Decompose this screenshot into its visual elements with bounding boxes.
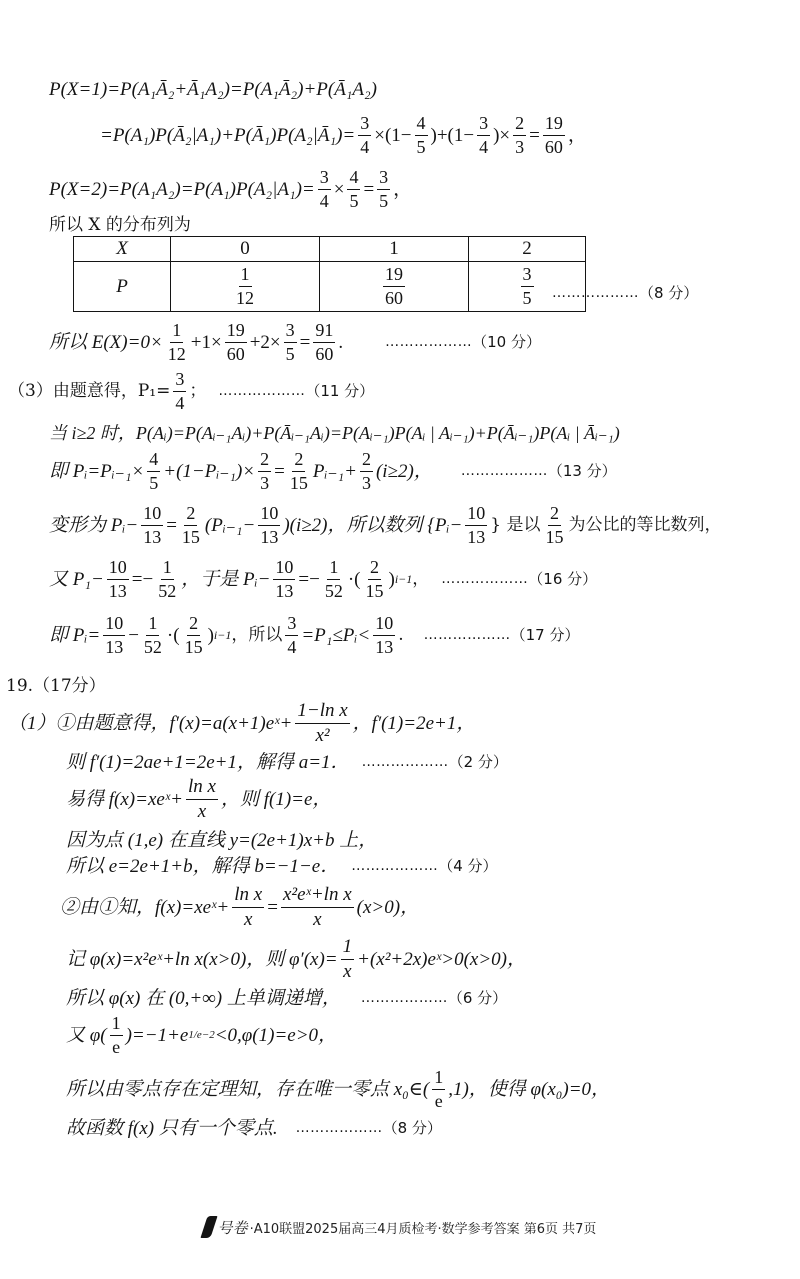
eq-op: =− — [131, 568, 154, 590]
score-label: （11 分） — [305, 381, 375, 400]
fraction-1-x: $\frac{1}{x}$ — [342, 935, 353, 982]
eq-op: =− — [298, 568, 320, 590]
eq-part: 记 φ(x)=x²eˣ+ln x(x>0)，则 φ′(x)= — [66, 948, 338, 970]
score-label: （6 分） — [447, 988, 508, 1007]
eq-part: 即 Pᵢ= — [49, 624, 101, 646]
eq-part: 又 P₁− — [49, 568, 104, 590]
q19-derivative-line — [8, 700, 475, 746]
eq-part: ,1)，使得 φ(x₀)=0， — [448, 1078, 611, 1100]
fraction-2-15: 2 15 — [545, 502, 564, 547]
score-label: （2 分） — [448, 752, 508, 771]
score-label: （17 分） — [510, 625, 580, 644]
leader-dots: ……………… — [460, 463, 548, 479]
fraction-4-5: $\frac{4}{5}$ — [416, 112, 426, 157]
eq-part: 故函数 f(x) 只有一个零点. — [66, 1117, 278, 1139]
eq-part: . — [398, 624, 404, 645]
eq-part: 所以 e=2e+1+b，解得 b=−1−e． — [66, 855, 340, 877]
eq-op: ·( — [166, 624, 180, 646]
eq-op: )× — [493, 124, 511, 146]
fraction-4-5: $\frac{4}{5}$ — [149, 448, 159, 493]
fraction-3-4: $\frac{3}{4}$ — [287, 612, 297, 657]
eq-part: } 是以 — [490, 514, 541, 535]
eq-conditional-expansion: =P(A₁)P(Ā₂|A₁)+P(Ā₁)P(A₂|Ā₁)= — [100, 124, 356, 146]
eq-px2: P(X=2)=P(A₁A₂)=P(A₁)P(A₂|A₁)= — [49, 178, 315, 200]
eq-part: ，则 f(1)=e， — [220, 788, 332, 810]
q19-phi-line — [66, 936, 526, 982]
eq-part: 即 Pᵢ=Pᵢ₋₁× — [49, 460, 145, 482]
eq-part: 则 f′(1)=2ae+1=2e+1，解得 a=1． — [66, 751, 350, 773]
q19-solve-a — [66, 750, 508, 774]
q19-solve-b — [66, 854, 498, 878]
table-row-label: P — [74, 262, 171, 312]
fraction-x2ex-lnx-x: $\frac{\text{x²eˣ+ln x}}{x}$ — [282, 883, 352, 930]
eq-part: ， — [412, 568, 430, 589]
eq-op: )+(1− — [430, 124, 475, 146]
fraction-1-52: $\frac{1}{52}$ — [324, 556, 343, 601]
transform-line — [49, 502, 722, 548]
part3-text: （3）由题意得，P₁= — [8, 380, 171, 401]
eq-op: ) — [207, 624, 214, 646]
brand-logo-icon — [200, 1216, 217, 1238]
eq-part: )(i≥2)，所以数列 {Pᵢ− — [283, 514, 463, 536]
eq-part: +(1−Pᵢ₋₁)× — [163, 460, 256, 482]
eq-part: ，f′(1)=2e+1， — [352, 712, 476, 734]
general-term-line — [49, 612, 580, 658]
fraction-91-60: $\frac{91}{60}$ — [315, 319, 334, 364]
leader-dots: ……………… — [385, 334, 473, 350]
fraction-lnx-x: $\frac{\text{ln x}}{x}$ — [188, 775, 216, 822]
eq-part: 所以由零点存在定理知，存在唯一零点 x₀∈( — [66, 1078, 430, 1100]
fraction-3-5: $\frac{3}{5}$ — [379, 166, 389, 211]
expectation-line — [49, 317, 541, 367]
table-header-cell: 2 — [469, 237, 586, 262]
fraction-3-4: $\frac{3}{4}$ — [360, 112, 370, 157]
eq-part: =P₁≤Pᵢ< — [301, 624, 371, 646]
q19-part2-line — [60, 884, 419, 930]
table-cell: $\frac{19}{60}$ — [320, 262, 469, 312]
q19-sign-line — [66, 1012, 337, 1058]
eq-part: ，于是 Pᵢ− — [181, 568, 271, 590]
eq-part: (Pᵢ₋₁− — [204, 514, 256, 536]
table-header-cell: 0 — [171, 237, 320, 262]
leader-dots: ……………… — [441, 571, 529, 587]
table-row — [74, 237, 586, 262]
eq-part: 变形为 Pᵢ− — [49, 514, 139, 536]
score-label: （8 分） — [382, 1118, 442, 1137]
fraction-1-12: $\frac{1}{12}$ — [167, 319, 186, 364]
eq-op: +2× — [249, 331, 281, 353]
table-cell: $\frac{1}{12}$ — [171, 262, 320, 312]
eq-recurrence: 当 i≥2 时，P(Aᵢ)=P(Aᵢ₋₁Aᵢ)+P(Āᵢ₋₁Aᵢ)=P(Aᵢ₋₁)P(Aᵢ | Aᵢ₋₁)+P(Āᵢ₋₁)P(Aᵢ | Āᵢ₋₁) — [49, 423, 620, 443]
fraction-2-3: $\frac{2}{3}$ — [260, 448, 270, 493]
score-label: （4 分） — [438, 856, 498, 875]
eq-op: ) — [388, 568, 395, 590]
eq-ex: 所以 E(X)=0× — [49, 331, 163, 353]
initial-term-line — [49, 556, 597, 602]
fraction-10-13: 10 13 — [375, 612, 394, 657]
eq-op: ； — [189, 380, 207, 401]
eq-op: = — [529, 124, 540, 146]
score-label: （16 分） — [528, 569, 598, 588]
fraction-2-15: $\frac{2}{15}$ — [181, 502, 200, 547]
table-header-cell: 1 — [320, 237, 469, 262]
eq-part: （1）①由题意得，f′(x)=a(x+1)eˣ+ — [8, 712, 293, 734]
eq-part: Pᵢ₋₁+ — [312, 460, 357, 482]
eq-px1-line — [49, 74, 377, 104]
footer-text: ·A10联盟2025届高三4月质检考·数学参考答案 第6页 共7页 — [249, 1221, 597, 1237]
eq-op: ， — [393, 178, 413, 200]
fraction-3-4: $\frac{3}{4}$ — [175, 368, 185, 413]
q19-monotone-line — [66, 986, 507, 1010]
eq-part: 易得 f(x)=xeˣ+ — [66, 788, 183, 810]
fraction-3-5: $\frac{3}{5}$ — [285, 319, 295, 364]
score-note — [540, 284, 698, 302]
fraction-10-13: $\frac{10}{13}$ — [467, 502, 486, 547]
eq-op: +1× — [190, 331, 222, 353]
eq-op: = — [299, 331, 311, 353]
leader-dots: ……………… — [552, 285, 639, 301]
eq-op: × — [333, 178, 345, 200]
eq-part: 因为点 (1,e) 在直线 y=(2e+1)x+b 上， — [66, 829, 378, 851]
q19-point-line — [66, 828, 377, 852]
exponent: i−1 — [213, 628, 232, 642]
eq-part: 为公比的等比数列， — [568, 514, 722, 535]
fraction-1-lnx-x2: $\frac{\text{1−ln x}}{\text{x²}}$ — [297, 699, 348, 746]
score-label: （13 分） — [547, 461, 617, 480]
fraction-10-13: $\frac{10}{13}$ — [275, 556, 294, 601]
eq-part: (x>0)， — [356, 896, 420, 918]
fraction-lnx-x: $\frac{\text{ln x}}{x}$ — [234, 883, 263, 930]
exponent: i−1 — [394, 572, 413, 586]
fraction-19-60: $\frac{19}{60}$ — [544, 112, 563, 157]
eq-part: )=−1+e — [125, 1024, 189, 1046]
part3-start — [8, 368, 374, 414]
eq-part: 所以 φ(x) 在 (0,+∞) 上单调递增， — [66, 987, 341, 1009]
eq-op: = — [166, 514, 177, 536]
recurrence-simplified — [49, 448, 617, 494]
eq-part: 又 φ( — [66, 1024, 107, 1046]
q19-zero-line — [66, 1066, 610, 1112]
leader-dots: ……………… — [218, 383, 306, 399]
eq-part: ②由①知，f(x)=xeˣ+ — [60, 896, 230, 918]
distribution-table — [73, 236, 586, 312]
fraction-2-15: 2 15 — [184, 612, 203, 657]
fraction-19-60: $\frac{19}{60}$ — [226, 319, 245, 364]
fraction-1-e: 1 e — [434, 1066, 444, 1111]
fraction-10-13: $\frac{10}{13}$ — [108, 556, 127, 601]
eq-px1-value-line — [100, 110, 587, 160]
fraction-4-5: $\frac{4}{5}$ — [349, 166, 359, 211]
leader-dots: ……………… — [295, 1120, 383, 1136]
leader-dots: ……………… — [351, 858, 439, 874]
score-label: （10 分） — [472, 332, 541, 351]
eq-op: = — [267, 896, 278, 918]
fraction-1-e: 1 e — [111, 1012, 121, 1057]
fraction-1-52: $\frac{1}{52}$ — [158, 556, 177, 601]
eq-px2-line — [49, 164, 412, 214]
fraction-2-15: $\frac{2}{15}$ — [289, 448, 308, 493]
leader-dots: ……………… — [360, 990, 448, 1006]
eq-op: = — [363, 178, 375, 200]
table-row — [74, 262, 586, 312]
eq-op: ， — [567, 124, 587, 146]
page-footer — [0, 1216, 800, 1238]
q19-fx-line — [66, 776, 331, 822]
table-cell: $\frac{3}{5}$ — [469, 262, 586, 312]
eq-op: ·( — [347, 568, 361, 590]
fraction-2-15: 2 15 — [365, 556, 384, 601]
caption-text: 所以 X 的分布列为 — [49, 214, 191, 235]
recurrence-line — [49, 420, 620, 446]
eq-op: = — [274, 460, 285, 482]
question-title: 19.（17分） — [6, 675, 106, 696]
fraction-10-13: $\frac{10}{13}$ — [105, 612, 124, 657]
fraction-3-4: $\frac{3}{4}$ — [319, 166, 329, 211]
fraction-3-4: $\frac{3}{4}$ — [479, 112, 489, 157]
fraction-2-3: $\frac{2}{3}$ — [361, 448, 371, 493]
exponent: 1/e−2 — [188, 1028, 215, 1041]
eq-op: ×(1− — [374, 124, 412, 146]
eq-op: . — [338, 331, 344, 353]
eq-part: <0,φ(1)=e>0， — [214, 1024, 338, 1046]
leader-dots: ……………… — [423, 627, 511, 643]
eq-part: +(x²+2x)eˣ>0(x>0)， — [357, 948, 527, 970]
fraction-10-13: $\frac{10}{13}$ — [143, 502, 162, 547]
question-19-heading — [6, 676, 106, 696]
q19-conclusion-line — [66, 1116, 442, 1140]
eq-op: − — [128, 624, 139, 646]
eq-part: ，所以 — [231, 624, 283, 645]
eq-px1-expansion: P(X=1)=P(A₁Ā₂+Ā₁A₂)=P(A₁Ā₂)+P(Ā₁A₂) — [49, 78, 377, 100]
brand-logo-text: 号卷 — [217, 1218, 248, 1237]
eq-part: (i≥2)， — [375, 460, 433, 482]
score-label: （8 分） — [639, 283, 699, 302]
table-header-x: X — [74, 237, 171, 262]
fraction-1-52: $\frac{1}{52}$ — [143, 612, 162, 657]
distribution-caption — [49, 214, 191, 236]
fraction-2-3: $\frac{2}{3}$ — [515, 112, 525, 157]
leader-dots: ……………… — [361, 754, 449, 770]
fraction-10-13: $\frac{10}{13}$ — [260, 502, 279, 547]
